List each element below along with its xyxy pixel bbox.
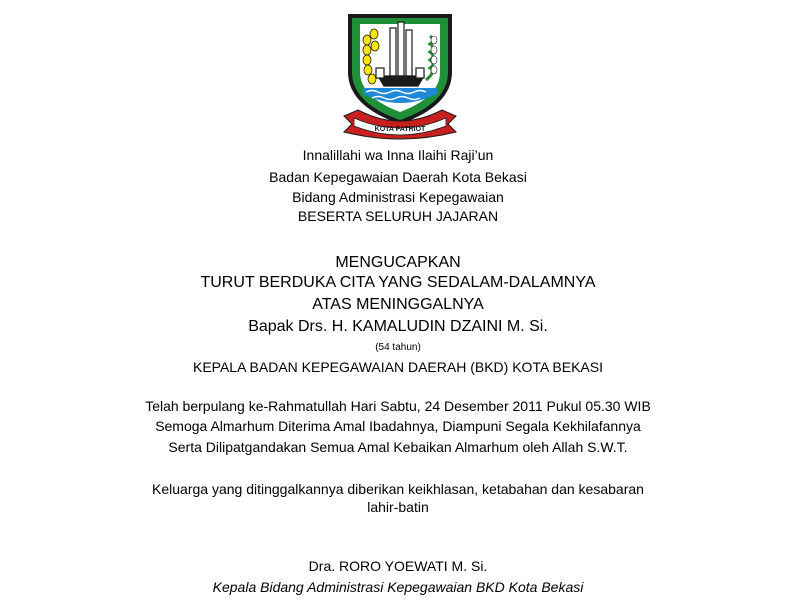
family-line-1: Keluarga yang ditinggalkannya diberikan keikhlasan, ketabahan dan kesabaran [152, 481, 644, 497]
body-line-1: Telah berpulang ke-Rahmatullah Hari Sabtu, 24 Desember 2011 Pukul 05.30 WIB [145, 398, 651, 414]
kota-bekasi-emblem [338, 6, 462, 140]
deceased-name: Bapak Drs. H. KAMALUDIN DZAINI M. Si. [248, 318, 548, 335]
signatory-name: Dra. RORO YOEWATI M. Si. [308, 558, 488, 574]
header-line-4: BESERTA SELURUH JAJARAN [297, 208, 499, 224]
body-line-3: Serta Dilipatgandakan Semua Amal Kebaikan Almarhum oleh Allah S.W.T. [168, 439, 628, 455]
signatory-title: Kepala Bidang Administrasi Kepegawaian BKD Kota Bekasi [212, 579, 584, 595]
announcement-line-3: ATAS MENINGGALNYA [312, 296, 484, 313]
header-line-1: Innalillahi wa Inna Ilaihi Raji’un [302, 147, 494, 163]
announcement-line-2: TURUT BERDUKA CITA YANG SEDALAM-DALAMNYA [200, 274, 596, 291]
family-line-2: lahir-batin [367, 499, 429, 515]
header-line-2: Badan Kepegawaian Daerah Kota Bekasi [269, 169, 527, 185]
deceased-position: KEPALA BADAN KEPEGAWAIAN DAERAH (BKD) KOTA BEKASI [192, 359, 603, 375]
header-line-3: Bidang Administrasi Kepegawaian [292, 189, 504, 205]
emblem-banner-text: KOTA PATRIOT [374, 126, 426, 133]
announcement-line-1: MENGUCAPKAN [335, 254, 461, 271]
deceased-age: (54 tahun) [375, 342, 421, 353]
body-line-2: Semoga Almarhum Diterima Amal Ibadahnya, Diampuni Segala Kekhilafannya [155, 418, 641, 434]
